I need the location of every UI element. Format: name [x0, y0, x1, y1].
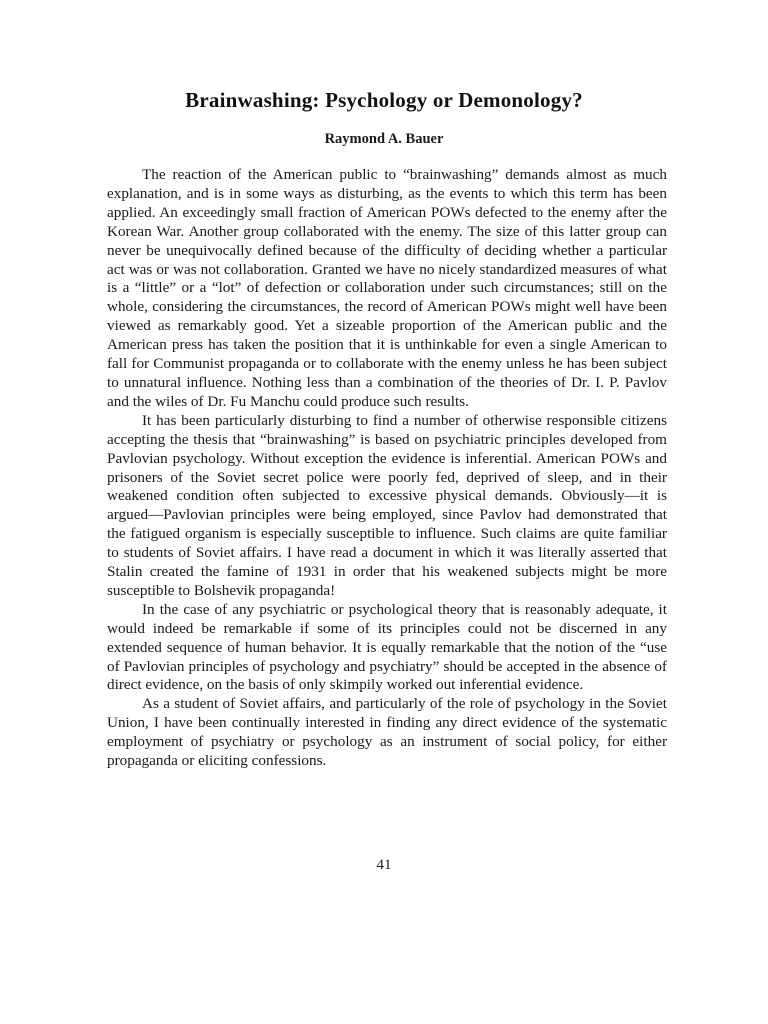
paragraph-2: It has been particularly disturbing to find a number of otherwise responsible citizens accepting the thesis that “brainwashing” is based on psychiatric principles developed from Pavlovian psychology. Without exception the evidence is inferential. American POWs and prisoners of the Soviet secret police were poorly fed, deprived of sleep, and in their weakened condition often subjected to excessive physical demands. Obviously—it is argued—Pavlovian principles were being employed, since Pavlov had demonstrated that the fatigued organism is especially susceptible to influence. Such claims are quite familiar to students of Soviet affairs. I have read a document in which it was literally asserted that Stalin created the famine of 1931 in order that his weakened subjects might be more susceptible to Bolshevik propaganda!	[107, 411, 667, 599]
article-author: Raymond A. Bauer	[324, 131, 444, 147]
paragraph-3: In the case of any psychiatric or psychological theory that is reasonably adequate, it would indeed be remarkable if some of its principles could not be discerned in any extended sequence of human behavior. It is equally remarkable that the notion of the “use of Pavlovian principles of psychology and psychiatry” should be accepted in the absence of direct evidence, on the basis of only skimpily worked out inferential evidence.	[107, 600, 667, 694]
paragraph-1: The reaction of the American public to “brainwashing” demands almost as much explanation, and is in some ways as disturbing, as the events to which this term has been applied. An exceedingly small fraction of American POWs defected to the enemy after the Korean War. Another group collaborated with the enemy. The size of this latter group can never be unequivocally defined because of the difficulty of deciding whether a particular act was or was not collaboration. Granted we have no nicely standardized measures of what is a “little” or a “lot” of defection or collaboration under such circumstances; still on the whole, considering the circumstances, the record of American POWs might well have been viewed as remarkably good. Yet a sizeable proportion of the American public and the American press has taken the position that it is unthinkable for even a single American to fall for Communist propaganda or to collaborate with the enemy unless he has been subject to unnatural influence. Nothing less than a combination of the theories of Dr. I. P. Pavlov and the wiles of Dr. Fu Manchu could produce such results.	[107, 166, 667, 410]
paragraph-4: As a student of Soviet affairs, and particularly of the role of psychology in the Soviet Union, I have been continually interested in finding any direct evidence of the systematic employment of psychiatry or psychology as an instrument of social policy, for either propaganda or eliciting confessions.	[107, 695, 667, 770]
article-title: Brainwashing: Psychology or Demonology?	[185, 88, 583, 112]
page-number: 41	[376, 857, 392, 873]
article-body	[107, 166, 667, 771]
